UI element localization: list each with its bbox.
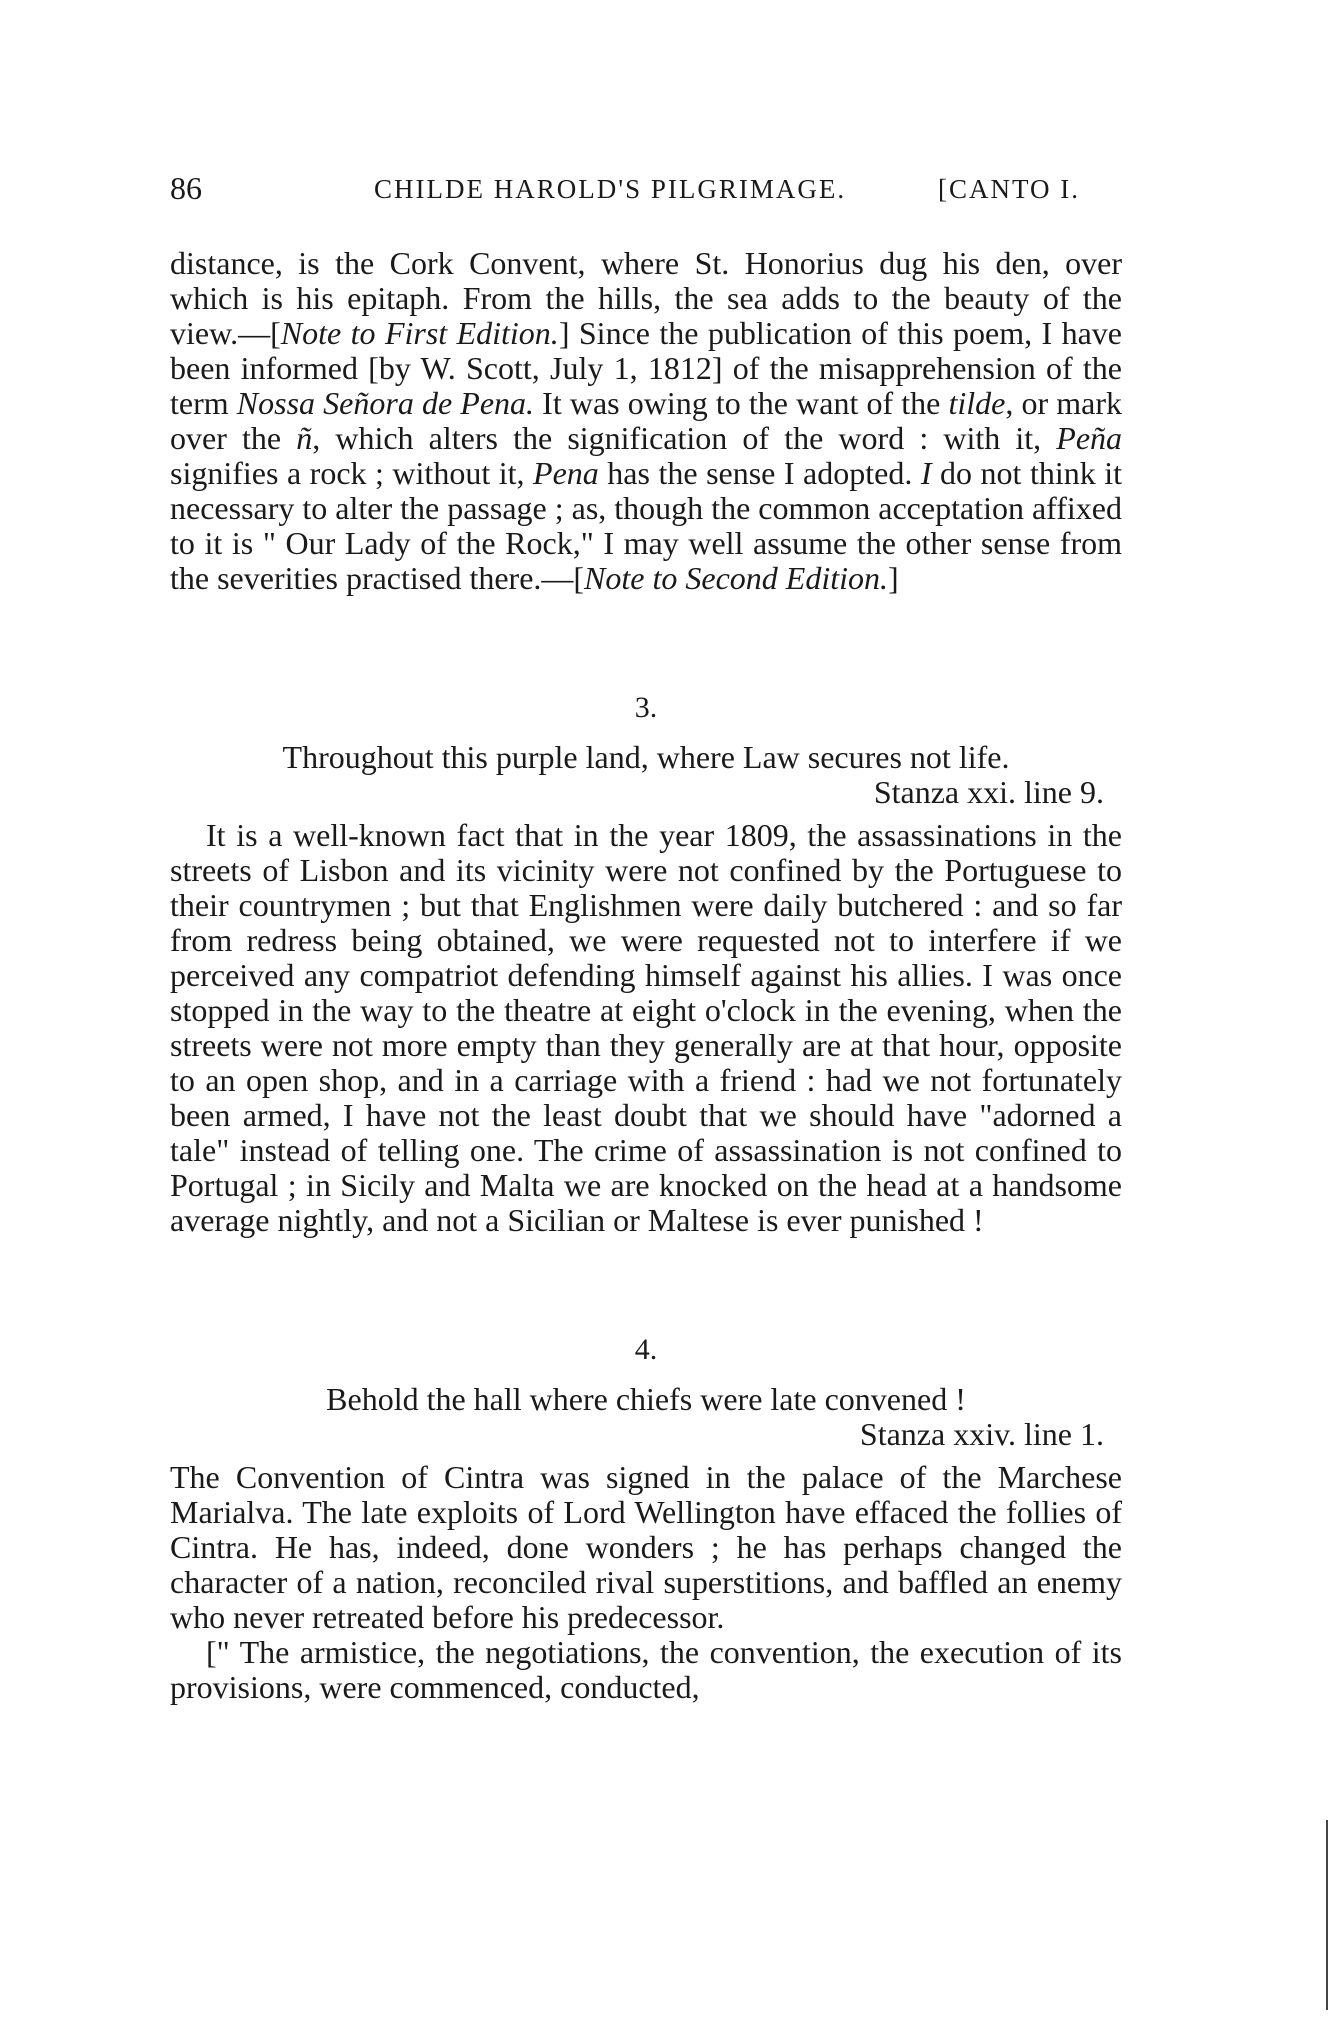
note-4-quote: Behold the hall where chiefs were late convened ! <box>326 1381 966 1417</box>
text-run: , which alters the signification of the word : with it, <box>312 420 1057 456</box>
text-run: has the sense I adopted. <box>598 455 921 491</box>
note-4-body-continued: [" The armistice, the negotiations, the convention, the execution of its provisions, were commenced, conducted, <box>170 1634 1122 1705</box>
text-run: signifies a rock ; without it, <box>170 455 534 491</box>
term-n-tilde: ñ <box>296 420 313 456</box>
running-head <box>170 170 1122 220</box>
note-second-edition: Note to Second Edition. <box>584 560 888 596</box>
text-run: ] <box>888 560 899 596</box>
text-run: do not think it necessary to alter the passage ; as, though the common acceptation affixed to it is " Our Lady of the Rock," I may well assume the other sense from the severities practised there.—[ <box>170 455 1123 596</box>
note-3-quote: Throughout this purple land, where Law secures not life. <box>282 739 1010 775</box>
continuation-paragraph <box>170 246 1122 596</box>
book-page <box>170 170 1122 1705</box>
emphasis-i: I <box>920 455 932 491</box>
note-3-stanza-reference: Stanza xxi. line 9. <box>873 774 1104 810</box>
text-run: distance, is the Cork Convent, where St. Honorius dug his den, over which is his epitaph. From the hills, the sea adds to the beauty of the view.—[ <box>170 245 1122 351</box>
term-tilde: tilde <box>948 385 1006 421</box>
note-3-body: It is a well-known fact that in the year 1809, the assassinations in the streets of Lisbon and its vicinity were not confined by the Portuguese to their countrymen ; but that Englishmen were daily butchered : and so far from redress being obtained, we were requested not to interfere if we perceived any compatriot defending himself against his allies. I was once stopped in the way to the theatre at eight o'clock in the evening, when the streets were not more empty than they generally are at that hour, opposite to an open shop, and in a carriage with a friend : had we not fortunately been armed, I have not the least doubt that we should have "adorned a tale" instead of telling one. The crime of assassination is not confined to Portugal ; in Sicily and Malta we are knocked on the head at a handsome average nightly, and not a Sicilian or Maltese is ever punished ! <box>170 817 1122 1238</box>
text-run: , or mark over the <box>170 385 1123 456</box>
canto-reference: [CANTO I. <box>938 174 1080 204</box>
note-number-4: 4. <box>634 1333 658 1366</box>
note-first-edition: Note to First Edition. <box>280 315 559 351</box>
page-number: 86 <box>170 170 202 206</box>
margin-rule <box>1326 1820 1328 2010</box>
note-4-stanza-reference: Stanza xxiv. line 1. <box>859 1416 1104 1452</box>
text-run: It was owing to the want of the <box>534 385 949 421</box>
term-pena-tilde: Peña <box>1056 420 1123 456</box>
term-nossa-senora: Nossa Señora de Pena. <box>236 385 535 421</box>
note-4-body: The Convention of Cintra was signed in the palace of the Marchese Marialva. The late exploits of Lord Wellington have effaced the follies of Cintra. He has, indeed, done wonders ; he has perhaps changed the character of a nation, reconciled rival superstitions, and baffled an enemy who never retreated before his predecessor. <box>170 1459 1122 1635</box>
term-pena: Pena <box>533 455 599 491</box>
running-title: CHILDE HAROLD'S PILGRIMAGE. <box>374 174 847 204</box>
note-number-3: 3. <box>634 691 658 724</box>
text-run: ] Since the publication of this poem, I have been informed [by W. Scott, July 1, 1812] of the misapprehension of the term <box>170 315 1123 421</box>
